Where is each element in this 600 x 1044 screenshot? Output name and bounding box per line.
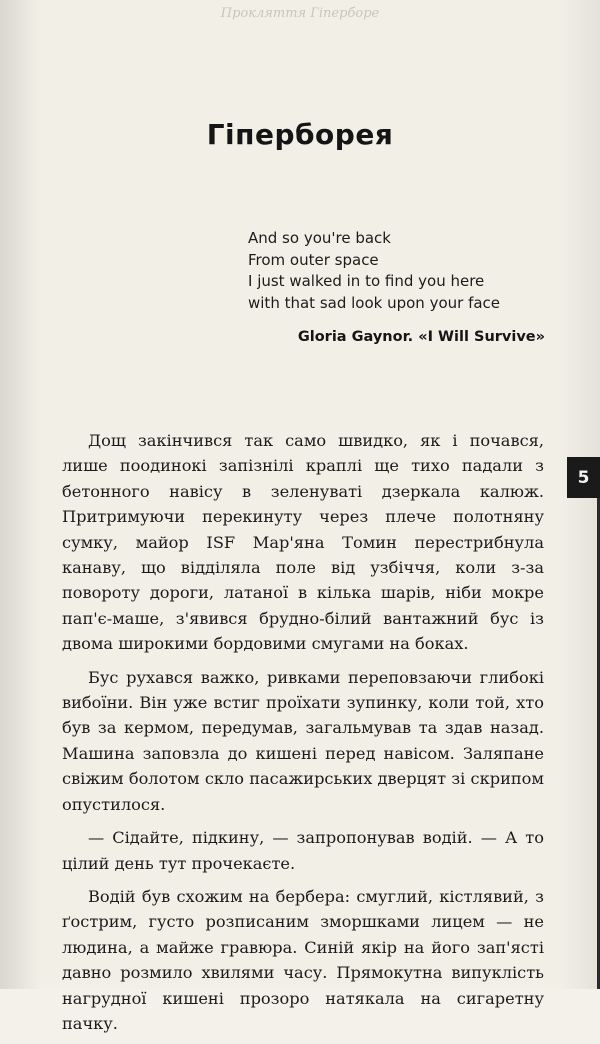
epigraph bbox=[248, 228, 548, 314]
epigraph-line: And so you're back bbox=[248, 229, 391, 247]
chapter-number-tab: 5 bbox=[567, 457, 600, 498]
epigraph-line: with that sad look upon your face bbox=[248, 293, 501, 312]
chapter-body bbox=[62, 428, 544, 1044]
running-head: Прокляття Гіперборе bbox=[220, 6, 380, 21]
epigraph-attribution: Gloria Gaynor. «I Will Survive» bbox=[297, 329, 545, 345]
epigraph-line: I just walked in to find you here bbox=[248, 272, 485, 290]
paragraph: Бус рухався важко, ривками переповзаючи глибокі вибоїни. Він уже встиг проїхати зупинку, коли той, хто був за кермом, передумав, загальмував та здав назад. Машина заповзла до кишені перед навісом. Заляпане свіжим болотом скло пасажирських дверцят зі скрипом опустилося. bbox=[62, 667, 544, 814]
epigraph-line: From outer space bbox=[248, 250, 379, 269]
chapter-title: Гіперборея bbox=[206, 118, 394, 151]
paragraph: Дощ закінчився так само швидко, як і почався, лише поодинокі запізнілі краплі ще тихо падали з бетонного навісу в зеленуваті дзеркала калюж. Притримуючи перекинуту через плече полотняну сумку, майор ISF Мар'яна Томин перестрибнула канаву, що відділяла поле від узбіччя, коли з-за повороту дороги, латаної в кілька шарів, ніби мокре пап'є-маше, з'явився брудно-білий вантажний бус із двома широкими бордовими смугами на боках. bbox=[62, 431, 544, 654]
paragraph: — Сідайте, підкину, — запропонував водій. — А то цілий день тут прочекаєте. bbox=[62, 828, 544, 873]
paragraph: Водій був схожим на бербера: смуглий, кістлявий, з ґострим, густо розписаним зморшками лицем — не людина, а майже гравюра. Синій якір на його зап'ясті давно розмило хвилями часу. Прямокутна випуклість нагрудної кишені прозоро натякала на сигаретну пачку. bbox=[62, 886, 544, 1033]
